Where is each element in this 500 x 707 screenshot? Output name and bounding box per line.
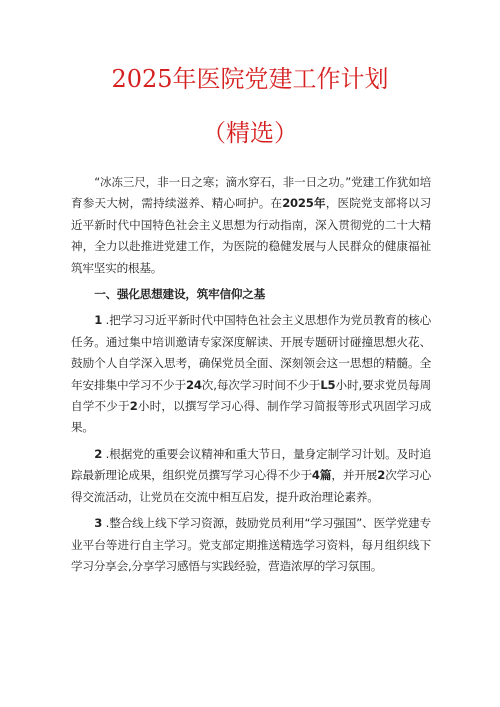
intro-text-1: “冰冻三尺，非一日之寒；滴水穿石，非一日之功。”党建工作犹如培育参天大树，需持续滋养、精心呵护。在 — [71, 175, 431, 211]
item-text: ，并开展 — [331, 468, 378, 483]
document-subtitle: （精选） — [202, 119, 298, 147]
item-number: 2 — [94, 446, 103, 461]
item-text: .整合线上线下学习资源，鼓励党员利用“学习强国”、医学党建专业平台等进行自主学习。党支部定期推送精选学习资料，每月组织线下学习分享会,分享学习感悟与实践经验，营造浓厚的学习氛围。 — [71, 516, 431, 573]
item-number: 3 — [94, 516, 103, 531]
item-bold-value: 2 — [129, 399, 138, 414]
list-item-2 — [71, 444, 431, 508]
item-text: 次,每次学习时间不少于 — [201, 377, 321, 392]
item-bold-value: 24 — [185, 377, 202, 392]
intro-text-2: ，医院党支部将以习近平新时代中国特色社会主义思想为行动指南，深入贯彻党的二十大精神，全力以赴推进党建工作，为医院的稳健发展与人民群众的健康福祉筑牢坚实的根基。 — [71, 196, 431, 275]
intro-year: 2025年 — [282, 196, 326, 211]
item-number: 1 — [94, 313, 103, 328]
item-text: .根据党的重要会议精神和重大节日，量身定制学习计划。及时追踪最新理论成果，组织党员撰写学习心得不少于 — [71, 446, 431, 483]
item-text: 小时，以撰写学习心得、制作学习简报等形式巩固学习成果。 — [71, 399, 431, 435]
item-bold-value: 2 — [377, 468, 386, 483]
section-heading-1: 一、强化思想建设，筑牢信仰之基 — [94, 287, 266, 302]
list-item-1 — [71, 310, 431, 438]
document-title: 2025年医院党建工作计划 — [111, 65, 389, 93]
item-text: .把学习习近平新时代中国特色社会主义思想作为党员教育的核心任务。通过集中培训邀请专家深度解读、开展专题研讨碰撞思想火花、鼓励个人自学深入思考，确保党员全面、深刻领会这一思想的精髓。全年安排集中学习不少于 — [71, 313, 431, 392]
list-item-3 — [71, 513, 431, 577]
document-body — [71, 172, 431, 582]
item-bold-value: 4篇 — [311, 468, 332, 483]
intro-paragraph — [71, 172, 431, 279]
item-text: 次学习心得交流活动，让党员在交流中相互启发，提升政治理论素养。 — [71, 468, 431, 504]
item-text: 小时,要求党员每周自学不少于 — [71, 377, 431, 414]
item-bold-value: L5 — [320, 377, 336, 392]
